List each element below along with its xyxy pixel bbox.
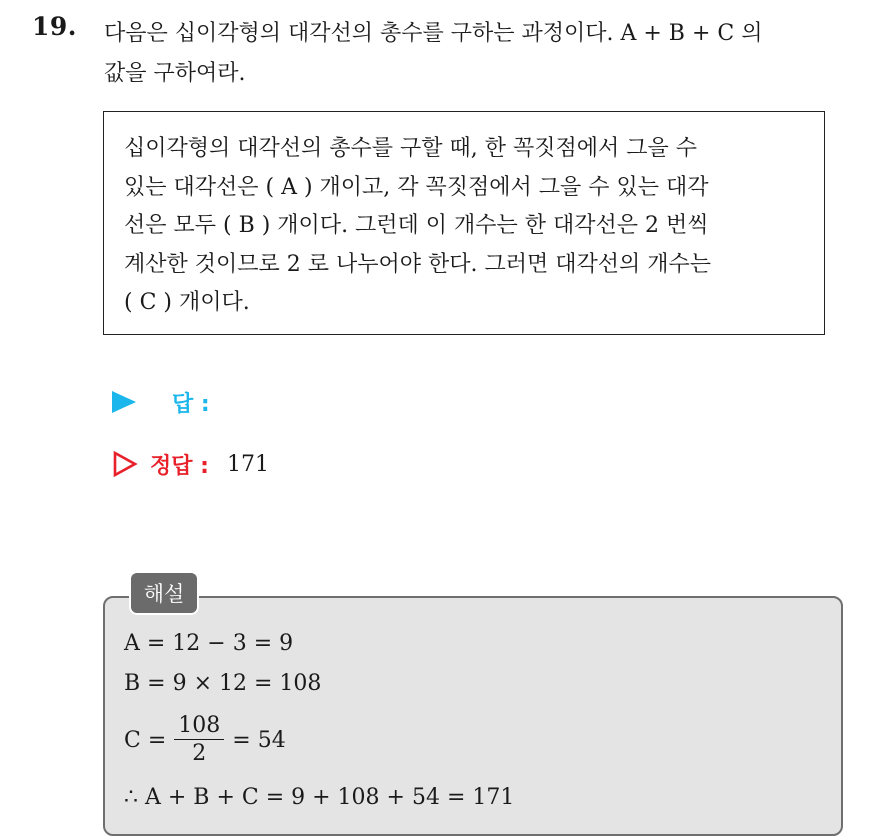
explanation-line-sum: ∴ A + B + C = 9 + 108 + 54 = 171 (124, 785, 515, 810)
explanation-line-a: A = 12 − 3 = 9 (124, 631, 294, 656)
box-line: 계산한 것이므로 2 로 나누어야 한다. 그러면 대각선의 개수는 (124, 251, 711, 277)
box-line: 있는 대각선은 ( A ) 개이고, 각 꼭짓점에서 그을 수 있는 대각 (124, 174, 709, 200)
box-line: 십이각형의 대각선의 총수를 구할 때, 한 꼭짓점에서 그을 수 (124, 136, 697, 161)
outline-arrow-icon (112, 451, 150, 477)
box-line: ( C ) 개이다. (124, 290, 250, 315)
answer-label: 답 : (172, 391, 210, 417)
answer-row (112, 384, 210, 420)
question-line: 값을 구하여라. (104, 61, 246, 86)
correct-answer-value: 171 (226, 451, 269, 477)
explanation-line-b: B = 9 × 12 = 108 (124, 671, 322, 696)
explanation-content (124, 624, 514, 818)
fraction-denominator: 2 (192, 740, 207, 766)
problem-box-text (124, 130, 814, 323)
fraction-numerator: 108 (178, 712, 221, 738)
explanation-line-c (124, 704, 514, 776)
question-line: 다음은 십이각형의 대각선의 총수를 구하는 과정이다. A + B + C 의 (104, 21, 763, 46)
c-prefix: C = (124, 727, 167, 753)
question-number: 19. (32, 12, 77, 41)
c-suffix: = 54 (232, 727, 286, 753)
correct-answer-row (112, 446, 269, 482)
correct-answer-label: 정답 : (150, 453, 209, 479)
fraction (174, 713, 224, 768)
explanation-tab: 해설 (129, 571, 199, 615)
question-text (104, 14, 874, 94)
box-line: 선은 모두 ( B ) 개이다. 그런데 이 개수는 한 대각선은 2 번씩 (124, 213, 709, 238)
play-arrow-icon (112, 391, 136, 413)
